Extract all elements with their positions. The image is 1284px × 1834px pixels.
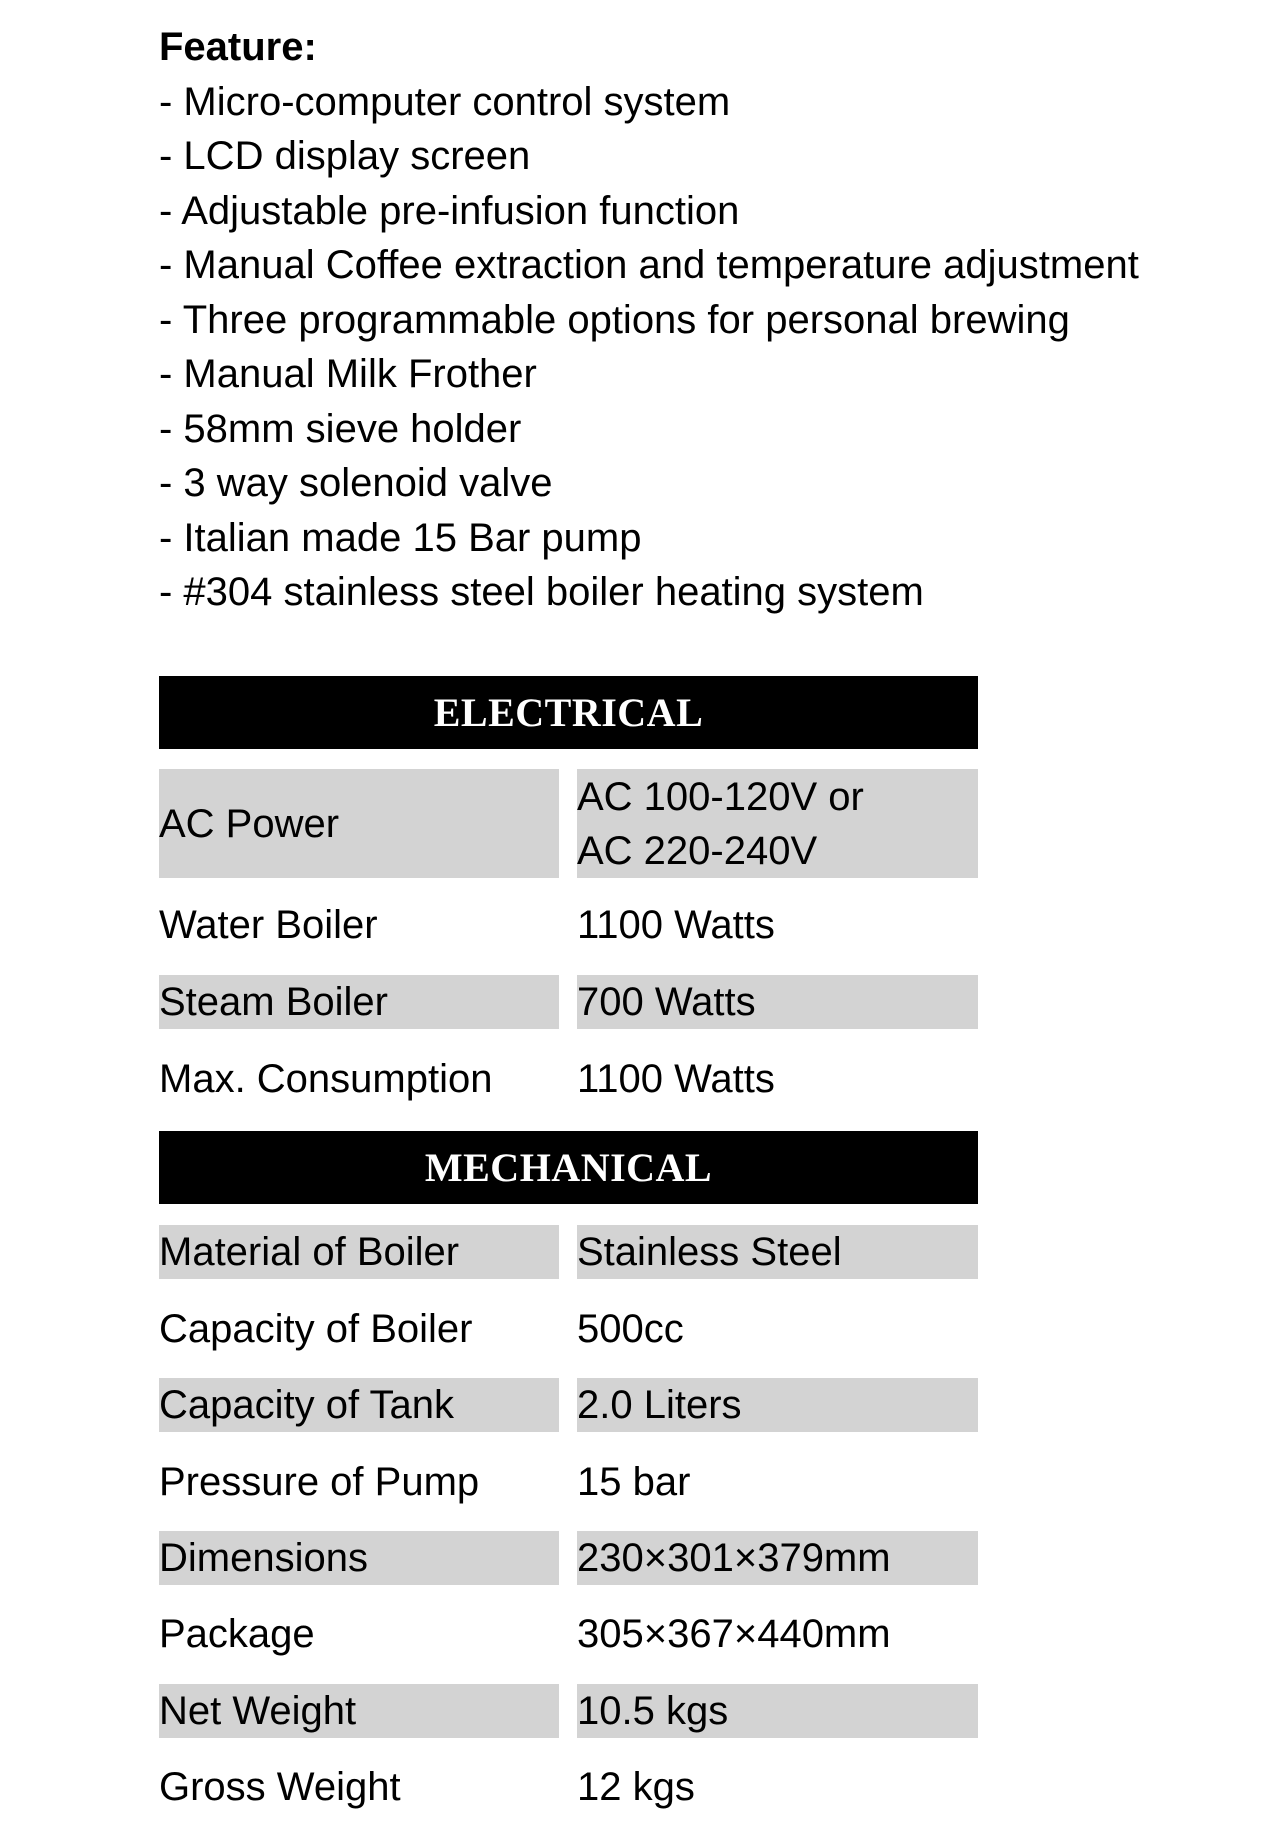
spec-label-steam-boiler: Steam Boiler <box>159 975 559 1029</box>
feature-item: - Micro-computer control system <box>159 79 731 124</box>
spec-value-material-of-boiler: Stainless Steel <box>577 1225 978 1279</box>
spec-label-pressure-of-pump: Pressure of Pump <box>159 1460 480 1504</box>
feature-item: - LCD display screen <box>159 134 531 178</box>
feature-item: - 58mm sieve holder <box>159 406 522 451</box>
feature-item: - 3 way solenoid valve <box>159 461 553 505</box>
spec-label-gross-weight: Gross Weight <box>159 1765 401 1809</box>
spec-label-max-consumption: Max. Consumption <box>159 1057 493 1101</box>
spec-value-package: 305×367×440mm <box>577 1612 891 1656</box>
spec-value-steam-boiler: 700 Watts <box>577 975 978 1029</box>
mechanical-header: MECHANICAL <box>159 1131 978 1204</box>
spec-value-dimensions: 230×301×379mm <box>577 1531 978 1585</box>
spec-label-package: Package <box>159 1612 315 1656</box>
spec-value-gross-weight: 12 kgs <box>577 1765 695 1809</box>
feature-item: - Manual Milk Frother <box>159 352 537 396</box>
feature-item: - Adjustable pre-infusion function <box>159 188 740 233</box>
spec-value-ac-power <box>577 769 978 878</box>
feature-title: Feature: <box>159 25 317 69</box>
spec-value-line: AC 220-240V <box>577 828 818 873</box>
feature-list <box>159 20 1269 620</box>
feature-item: - #304 stainless steel boiler heating system <box>159 570 924 614</box>
spec-value-line: AC 100-120V or <box>577 774 864 819</box>
spec-label-water-boiler: Water Boiler <box>159 903 378 947</box>
spec-value-water-boiler: 1100 Watts <box>577 903 775 947</box>
spec-label-capacity-of-boiler: Capacity of Boiler <box>159 1307 473 1351</box>
spec-value-capacity-of-boiler: 500cc <box>577 1307 684 1351</box>
spec-label-net-weight: Net Weight <box>159 1684 559 1738</box>
feature-item: - Manual Coffee extraction and temperature adjustment <box>159 243 1139 287</box>
spec-label-ac-power: AC Power <box>159 769 559 878</box>
spec-value-capacity-of-tank: 2.0 Liters <box>577 1378 978 1432</box>
electrical-header: ELECTRICAL <box>159 676 978 749</box>
feature-item: - Three programmable options for personal brewing <box>159 297 1070 342</box>
spec-label-capacity-of-tank: Capacity of Tank <box>159 1378 559 1432</box>
feature-item: - Italian made 15 Bar pump <box>159 515 642 560</box>
spec-value-pressure-of-pump: 15 bar <box>577 1460 691 1504</box>
spec-value-net-weight: 10.5 kgs <box>577 1684 978 1738</box>
spec-label-dimensions: Dimensions <box>159 1531 559 1585</box>
spec-label-material-of-boiler: Material of Boiler <box>159 1225 559 1279</box>
spec-value-max-consumption: 1100 Watts <box>577 1057 775 1101</box>
